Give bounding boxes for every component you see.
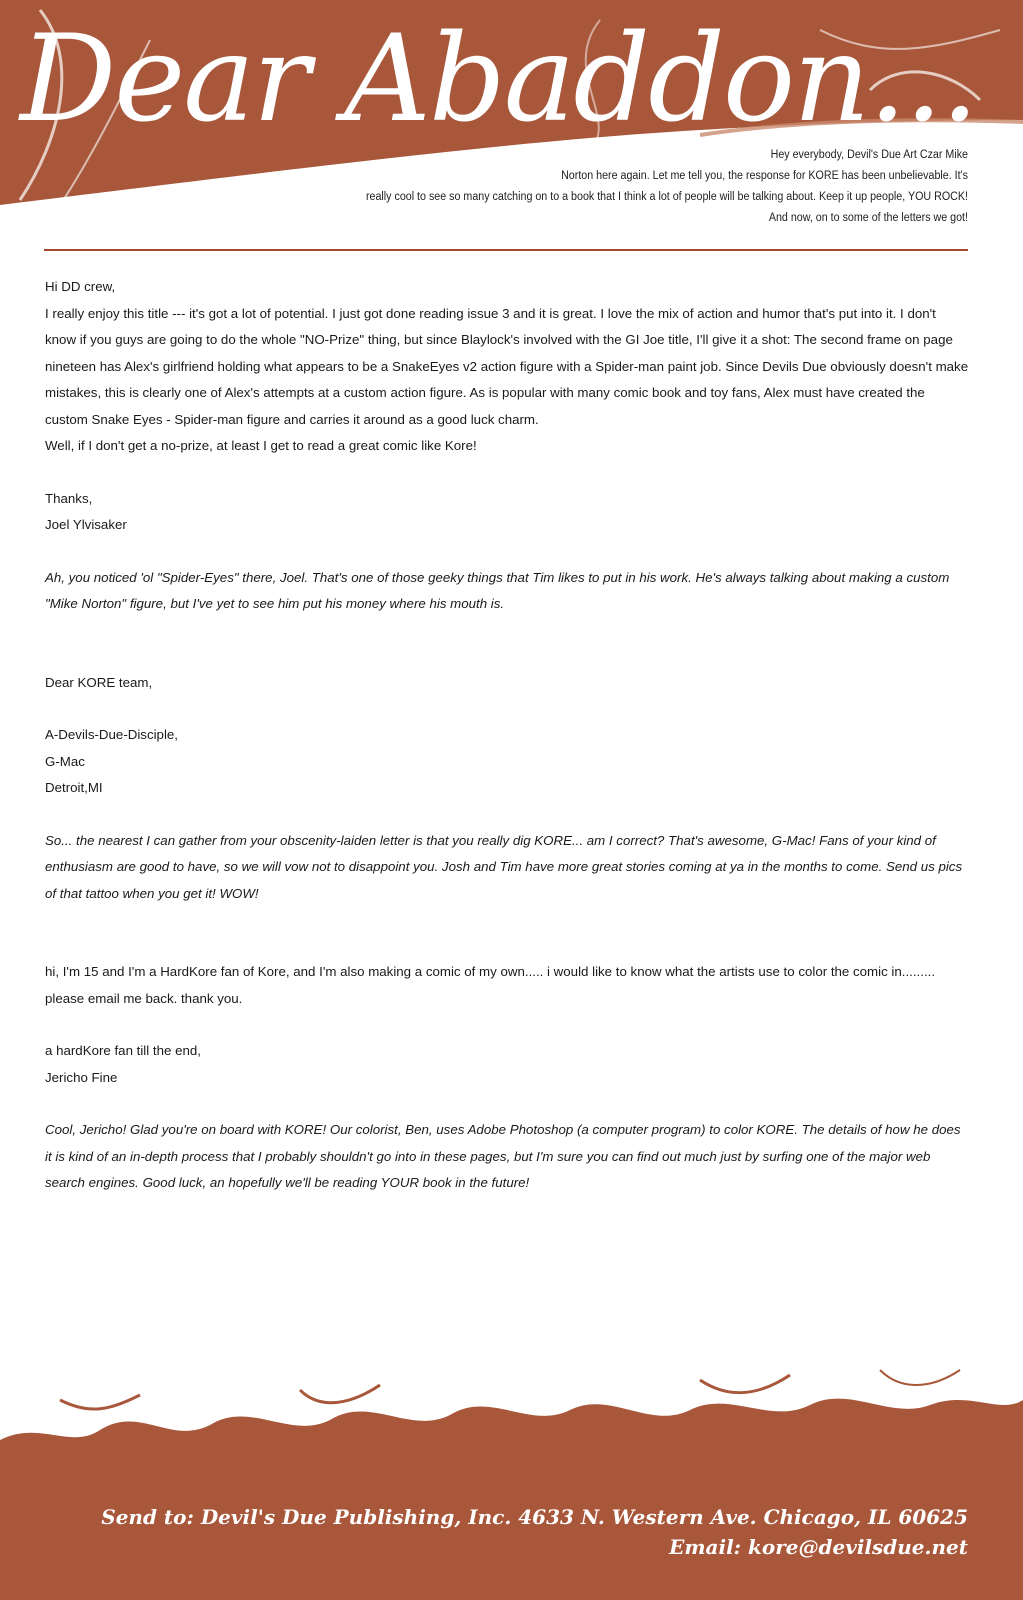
letter-signoff: a hardKore fan till the end, [45,1043,201,1058]
divider-rule [44,249,968,251]
intro-text [317,145,968,229]
letter-signoff: A-Devils-Due-Disciple, [45,727,178,742]
intro-line: And now, on to some of the letters we got! [768,212,968,224]
letters-column [45,274,970,1197]
letter-author: Jericho Fine [45,1069,118,1085]
letter [45,670,970,908]
contact-email: Email: kore@devilsdue.net [669,1535,968,1559]
intro-line: really cool to see so many catching on to a book that I think a lot of people will be talking about. Keep it up people, YOU ROCK! [365,191,968,203]
header-banner [0,0,1023,224]
letter-signoff: Thanks, [45,490,93,506]
letter-paragraph: hi, I'm 15 and I'm a HardKore fan of Kore, and I'm also making a comic of my own..... i would like to know what the artists use to color the comic in......... please email me back. thank you. [45,964,936,1006]
letter-location: Detroit,MI [45,780,103,795]
footer-swirl-graphic [0,1360,1023,1600]
letter-salutation: Hi DD crew, [45,279,116,294]
letter-paragraph: I really enjoy this title --- it's got a lot of potential. I just got done reading issue 3 and it is great. I love the mix of action and humor that's put into it. I don't know if you guys are going to do the whole "NO-Prize" thing, but since Blaylock's involved with the GI Joe title, I'll give it a shot: The second frame on page nineteen has Alex's girlfriend holding what appears to be a SnakeEyes v2 action figure with a Spider-man paint job. Since Devils Due obviously doesn't make mistakes, this is clearly one of Alex's attempts at a custom action figure. As is popular with many comic book and toy fans, Alex must have created the custom Snake Eyes - Spider-man figure and carries it around as a good luck charm. [45,305,969,427]
footer-contact [101,1502,968,1562]
letter-salutation: Dear KORE team, [45,674,153,690]
editor-reply: Ah, you noticed 'ol "Spider-Eyes" there, Joel. That's one of those geeky things that Tim likes to put in his work. He's always talking about making a custom "Mike Norton" figure, but I've yet to see him put his money where his mouth is. [45,569,950,611]
mailing-address: Send to: Devil's Due Publishing, Inc. 4633 N. Western Ave. Chicago, IL 60625 [101,1505,968,1529]
intro-line: Hey everybody, Devil's Due Art Czar Mike [770,149,968,161]
letter-author: G-Mac [45,753,85,769]
editor-reply: Cool, Jericho! Glad you're on board with KORE! Our colorist, Ben, uses Adobe Photoshop (a computer program) to color KORE. The details of how he does it is kind of an in-depth process that I probably shouldn't go into in these pages, but I'm sure you can find out much just by surfing one of the major web search engines. Good luck, an hopefully we'll be reading YOUR book in the future! [45,1122,961,1190]
letter-paragraph: Well, if I don't get a no-prize, at least I get to read a great comic like Kore! [45,438,477,453]
letter-author: Joel Ylvisaker [45,517,127,532]
editor-reply: So... the nearest I can gather from your obscenity-laiden letter is that you really dig KORE... am I correct? That's awesome, G-Mac! Fans of your kind of enthusiasm are good to have, so we will vow not to disappoint you. Josh and Tim have more great stories coming at ya in the months to come. Send us pics of that tattoo when you get it! WOW! [45,832,963,901]
letter [45,959,970,1197]
letter [45,274,970,618]
masthead-title: Dear Abaddon... [20,10,977,149]
intro-line: Norton here again. Let me tell you, the response for KORE has been unbelievable. It's [561,170,968,182]
footer-banner [0,1360,1023,1600]
